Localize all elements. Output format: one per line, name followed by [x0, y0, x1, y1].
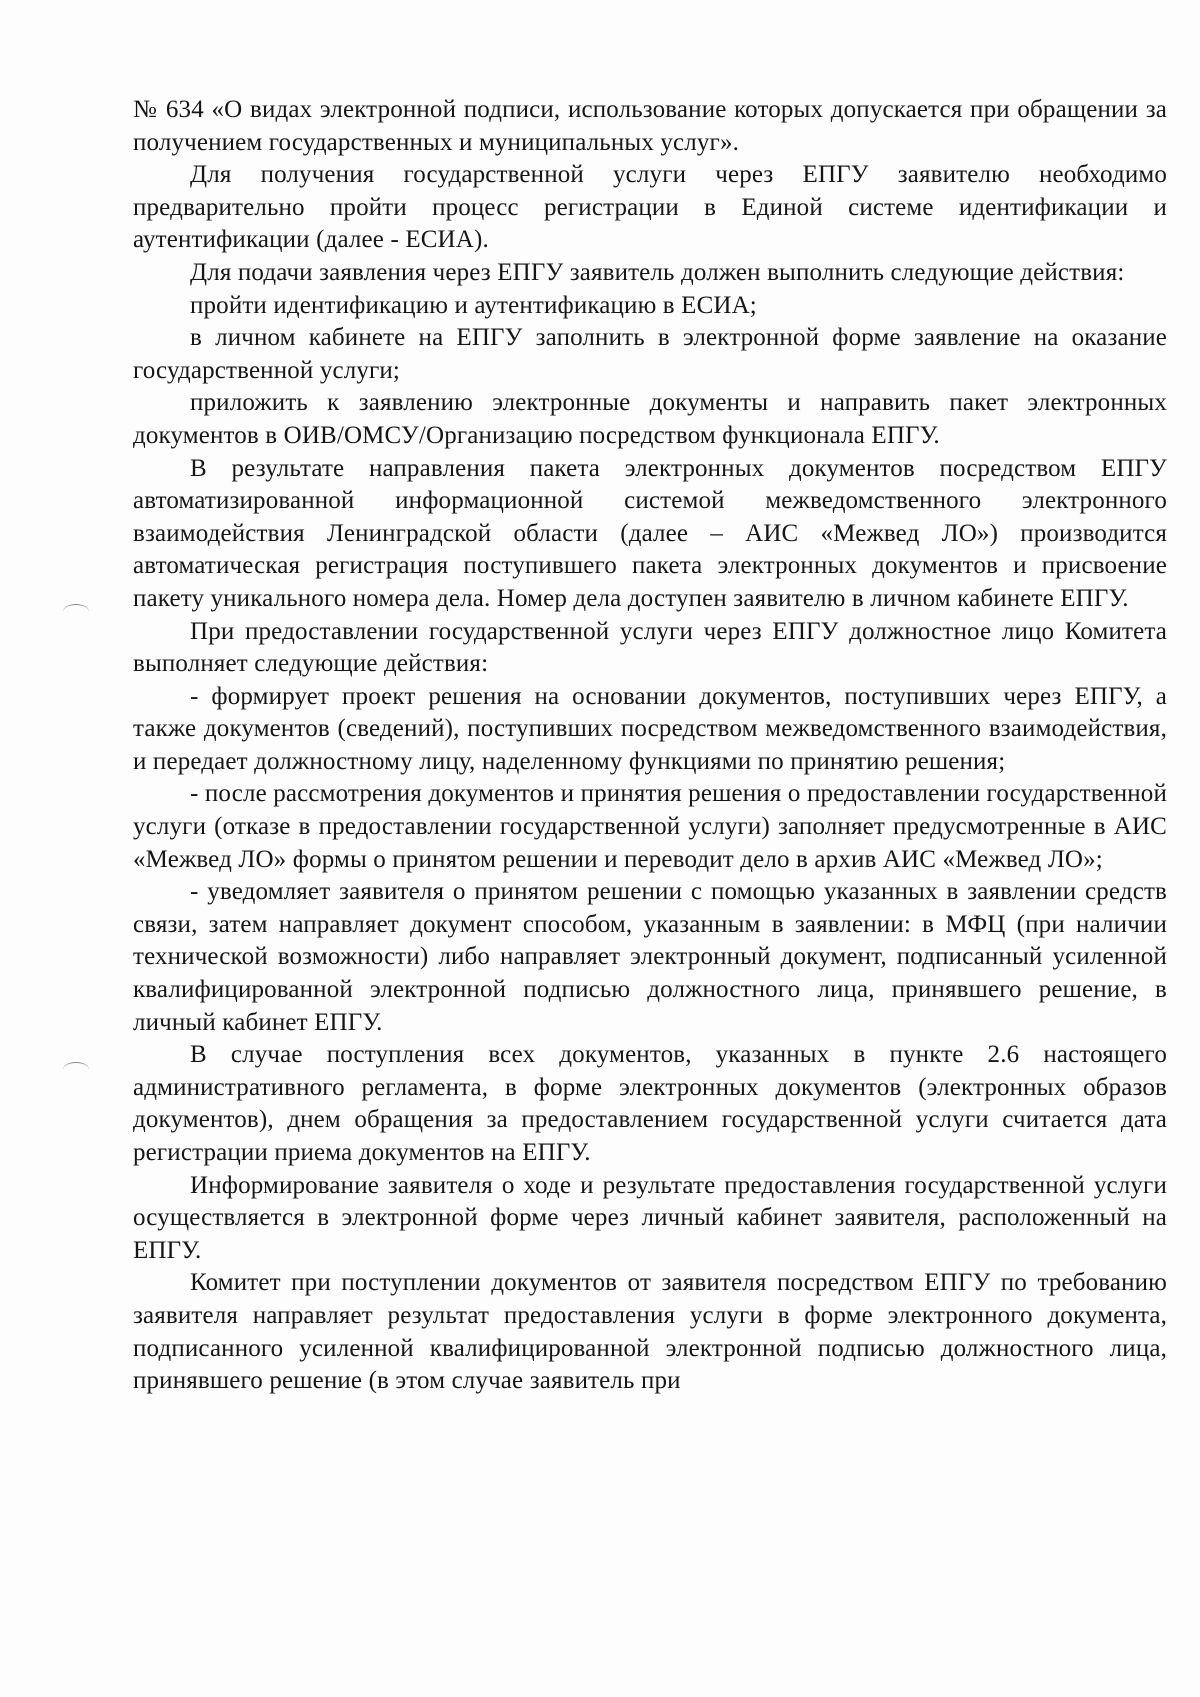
paragraph: В результате направления пакета электронных документов посредством ЕПГУ автоматизированной информационной системой межведомственного электронного взаимодействия Ленинградской области (далее – АИС «Межвед ЛО») производится автоматическая регистрация поступившего пакета электронных документов и присвоение пакету уникального номера дела. Номер дела доступен заявителю в личном кабинете ЕПГУ.: [133, 454, 1167, 612]
paragraph: Для получения государственной услуги через ЕПГУ заявителю необходимо предварительно пройти процесс регистрации в Единой системе идентификации и аутентификации (далее - ЕСИА).: [133, 161, 1167, 254]
list-item: пройти идентификацию и аутентификацию в ЕСИА;: [190, 291, 757, 319]
list-item: приложить к заявлению электронные документы и направить пакет электронных документов в ОИВ/ОМСУ/Организацию посредством функционала ЕПГУ.: [133, 389, 1167, 449]
paragraph: Комитет при поступлении документов от заявителя посредством ЕПГУ по требованию заявителя направляет результат предоставления услуги в форме электронного документа, подписанного усиленной квалифицированной электронной подписью должностного лица, принявшего решение (в этом случае заявитель при: [133, 1269, 1167, 1395]
paragraph: Информирование заявителя о ходе и результате предоставления государственной услуги осуществляется в электронной форме через личный кабинет заявителя, расположенный на ЕПГУ.: [133, 1171, 1167, 1264]
paragraph: № 634 «О видах электронной подписи, использование которых допускается при обращении за получением государственных и муниципальных услуг».: [133, 96, 1167, 156]
paragraph: При предоставлении государственной услуги через ЕПГУ должностное лицо Комитета выполняет следующие действия:: [133, 617, 1167, 678]
paragraph: В случае поступления всех документов, указанных в пункте 2.6 настоящего административного регламента, в форме электронных документов (электронных образов документов), днем обращения за предоставлением государственной услуги считается дата регистрации приема документов на ЕПГУ.: [133, 1041, 1167, 1166]
binding-hole-mark: [63, 1062, 89, 1077]
paragraph: Для подачи заявления через ЕПГУ заявитель должен выполнить следующие действия:: [190, 258, 1125, 286]
list-item: в личном кабинете на ЕПГУ заполнить в электронной форме заявление на оказание государственной услуги;: [133, 324, 1167, 384]
list-item: - формирует проект решения на основании документов, поступивших через ЕПГУ, а также документов (сведений), поступивших посредством межведомственного взаимодействия, и передает должностному лицу, наделенному функциями по принятию решения;: [133, 682, 1167, 775]
list-item: - после рассмотрения документов и принятия решения о предоставлении государственной услуги (отказе в предоставлении государственной услуги) заполняет предусмотренные в АИС «Межвед ЛО» формы о принятом решении и переводит дело в архив АИС «Межвед ЛО»;: [133, 780, 1167, 873]
binding-hole-mark: [63, 604, 89, 619]
list-item: - уведомляет заявителя о принятом решении с помощью указанных в заявлении средств связи, затем направляет документ способом, указанным в заявлении: в МФЦ (при наличии технической возможности) либо направляет электронный документ, подписанный усиленной квалифицированной электронной подписью должностного лица, принявшего решение, в личный кабинет ЕПГУ.: [133, 878, 1167, 1036]
document-body: [133, 94, 1167, 1398]
